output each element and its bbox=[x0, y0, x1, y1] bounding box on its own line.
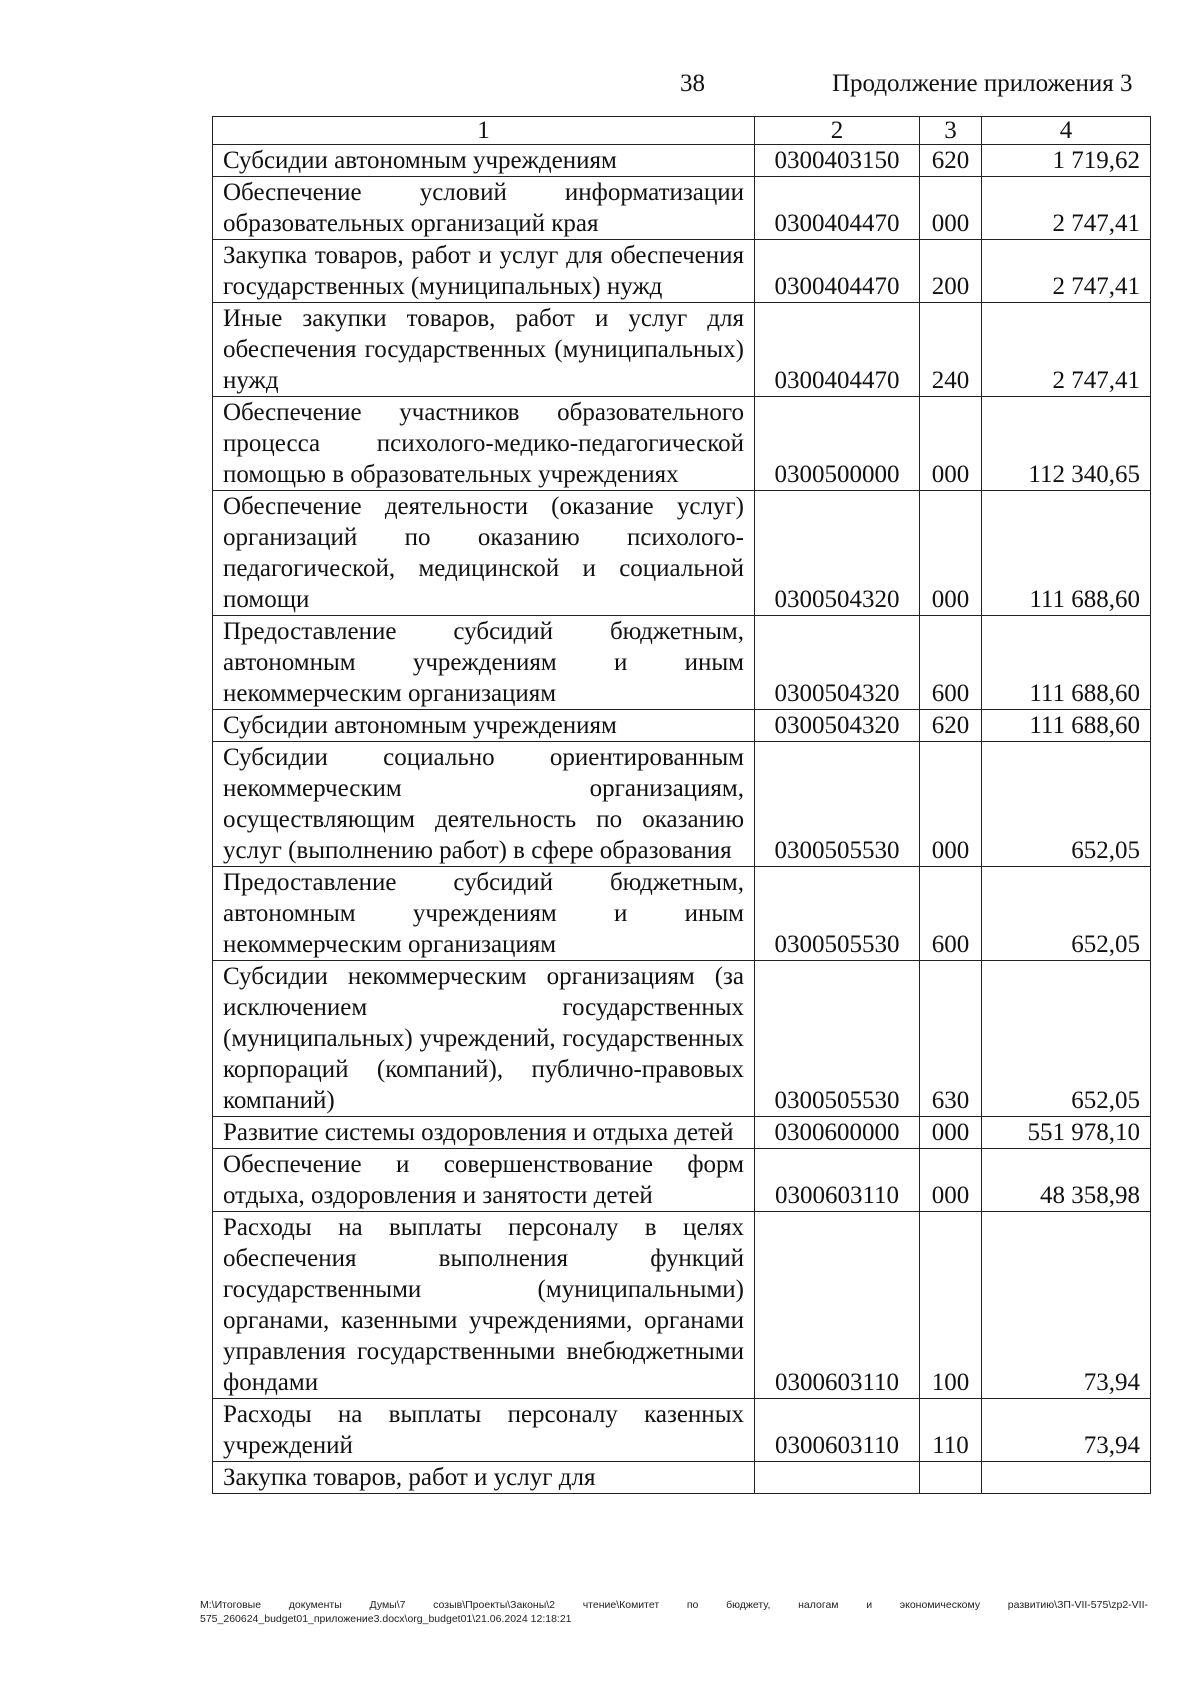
table-row bbox=[213, 742, 1151, 867]
row-type-cell: 600 bbox=[920, 616, 982, 710]
row-amount-cell: 2 747,41 bbox=[982, 177, 1151, 240]
row-amount-cell: 111 688,60 bbox=[982, 616, 1151, 710]
row-type-cell: 000 bbox=[920, 1117, 982, 1149]
row-name-cell: Субсидии некоммерческим организациям (за исключением государственных (муниципальных) учреждений, государственных корпораций (компаний), публично-правовых компаний) bbox=[213, 961, 755, 1117]
budget-table bbox=[212, 116, 1151, 1494]
row-code-cell: 0300603110 bbox=[755, 1212, 920, 1399]
row-amount-cell: 112 340,65 bbox=[982, 397, 1151, 491]
table-row bbox=[213, 1149, 1151, 1212]
row-code-cell: 0300404470 bbox=[755, 240, 920, 303]
table-row bbox=[213, 491, 1151, 616]
row-type-cell: 620 bbox=[920, 710, 982, 742]
row-code-cell: 0300404470 bbox=[755, 177, 920, 240]
row-code-cell: 0300603110 bbox=[755, 1149, 920, 1212]
row-name-cell: Обеспечение участников образовательного процесса психолого-медико-педагогической помощью в образовательных учреждениях bbox=[213, 397, 755, 491]
row-type-cell: 000 bbox=[920, 1149, 982, 1212]
row-name-cell: Предоставление субсидий бюджетным, автономным учреждениям и иным некоммерческим организациям bbox=[213, 616, 755, 710]
table-row bbox=[213, 145, 1151, 177]
row-code-cell: 0300504320 bbox=[755, 491, 920, 616]
row-name-cell: Субсидии автономным учреждениям bbox=[213, 710, 755, 742]
row-amount-cell: 48 358,98 bbox=[982, 1149, 1151, 1212]
row-amount-cell: 111 688,60 bbox=[982, 710, 1151, 742]
row-name-cell: Расходы на выплаты персоналу казенных учреждений bbox=[213, 1399, 755, 1462]
row-code-cell: 0300600000 bbox=[755, 1117, 920, 1149]
column-header-4: 4 bbox=[982, 117, 1151, 145]
row-code-cell: 0300505530 bbox=[755, 961, 920, 1117]
row-type-cell: 630 bbox=[920, 961, 982, 1117]
row-type-cell: 000 bbox=[920, 397, 982, 491]
row-type-cell: 000 bbox=[920, 742, 982, 867]
column-header-3: 3 bbox=[920, 117, 982, 145]
row-code-cell: 0300505530 bbox=[755, 742, 920, 867]
row-name-cell: Обеспечение и совершенствование форм отдыха, оздоровления и занятости детей bbox=[213, 1149, 755, 1212]
table-row bbox=[213, 1212, 1151, 1399]
row-name-cell: Субсидии социально ориентированным некоммерческим организациям, осуществляющим деятельность по оказанию услуг (выполнению работ) в сфере образования bbox=[213, 742, 755, 867]
row-code-cell: 0300603110 bbox=[755, 1399, 920, 1462]
row-amount-cell bbox=[982, 1462, 1151, 1494]
row-name-cell: Субсидии автономным учреждениям bbox=[213, 145, 755, 177]
row-amount-cell: 551 978,10 bbox=[982, 1117, 1151, 1149]
row-name-cell: Обеспечение условий информатизации образовательных организаций края bbox=[213, 177, 755, 240]
row-type-cell: 110 bbox=[920, 1399, 982, 1462]
table-row bbox=[213, 1117, 1151, 1149]
row-amount-cell: 652,05 bbox=[982, 961, 1151, 1117]
row-code-cell: 0300505530 bbox=[755, 867, 920, 961]
row-amount-cell: 73,94 bbox=[982, 1399, 1151, 1462]
table-row bbox=[213, 177, 1151, 240]
row-code-cell: 0300403150 bbox=[755, 145, 920, 177]
row-type-cell: 200 bbox=[920, 240, 982, 303]
column-header-1: 1 bbox=[213, 117, 755, 145]
table-row bbox=[213, 867, 1151, 961]
table-row bbox=[213, 616, 1151, 710]
table-row bbox=[213, 961, 1151, 1117]
table-row bbox=[213, 710, 1151, 742]
table-row bbox=[213, 397, 1151, 491]
row-name-cell: Развитие системы оздоровления и отдыха детей bbox=[213, 1117, 755, 1149]
row-code-cell: 0300504320 bbox=[755, 710, 920, 742]
row-amount-cell: 2 747,41 bbox=[982, 240, 1151, 303]
column-header-2: 2 bbox=[755, 117, 920, 145]
row-type-cell: 000 bbox=[920, 491, 982, 616]
row-name-cell: Расходы на выплаты персоналу в целях обеспечения выполнения функций государственными (муниципальными) органами, казенными учреждениями, органами управления государственными внебюджетными фондами bbox=[213, 1212, 755, 1399]
row-type-cell: 620 bbox=[920, 145, 982, 177]
row-amount-cell: 73,94 bbox=[982, 1212, 1151, 1399]
table-row bbox=[213, 240, 1151, 303]
row-name-cell: Закупка товаров, работ и услуг для bbox=[213, 1462, 755, 1494]
row-amount-cell: 1 719,62 bbox=[982, 145, 1151, 177]
row-type-cell: 240 bbox=[920, 303, 982, 397]
row-name-cell: Предоставление субсидий бюджетным, автономным учреждениям и иным некоммерческим организациям bbox=[213, 867, 755, 961]
row-name-cell: Закупка товаров, работ и услуг для обеспечения государственных (муниципальных) нужд bbox=[213, 240, 755, 303]
row-name-cell: Иные закупки товаров, работ и услуг для обеспечения государственных (муниципальных) нужд bbox=[213, 303, 755, 397]
table-row bbox=[213, 1399, 1151, 1462]
row-amount-cell: 111 688,60 bbox=[982, 491, 1151, 616]
row-amount-cell: 2 747,41 bbox=[982, 303, 1151, 397]
table-row bbox=[213, 303, 1151, 397]
row-code-cell: 0300404470 bbox=[755, 303, 920, 397]
page-number: 38 bbox=[680, 70, 705, 97]
table-row bbox=[213, 1462, 1151, 1494]
row-amount-cell: 652,05 bbox=[982, 742, 1151, 867]
row-code-cell: 0300504320 bbox=[755, 616, 920, 710]
document-file-path: М:\Итоговые документы Думы\7 созыв\Проекты\Законы\2 чтение\Комитет по бюджету, налогам и экономическому развитию\ЗП-VII-575\zp2-VII-575_260624_budget01_приложение3.docx\org_budget01\21.06.2024 12:18:21 bbox=[200, 1599, 1148, 1625]
row-type-cell: 600 bbox=[920, 867, 982, 961]
table-header-row bbox=[213, 117, 1151, 145]
row-amount-cell: 652,05 bbox=[982, 867, 1151, 961]
row-code-cell bbox=[755, 1462, 920, 1494]
row-type-cell bbox=[920, 1462, 982, 1494]
appendix-continuation-title: Продолжение приложения 3 bbox=[832, 70, 1133, 97]
row-code-cell: 0300500000 bbox=[755, 397, 920, 491]
row-type-cell: 000 bbox=[920, 177, 982, 240]
row-type-cell: 100 bbox=[920, 1212, 982, 1399]
row-name-cell: Обеспечение деятельности (оказание услуг) организаций по оказанию психолого-педагогической, медицинской и социальной помощи bbox=[213, 491, 755, 616]
